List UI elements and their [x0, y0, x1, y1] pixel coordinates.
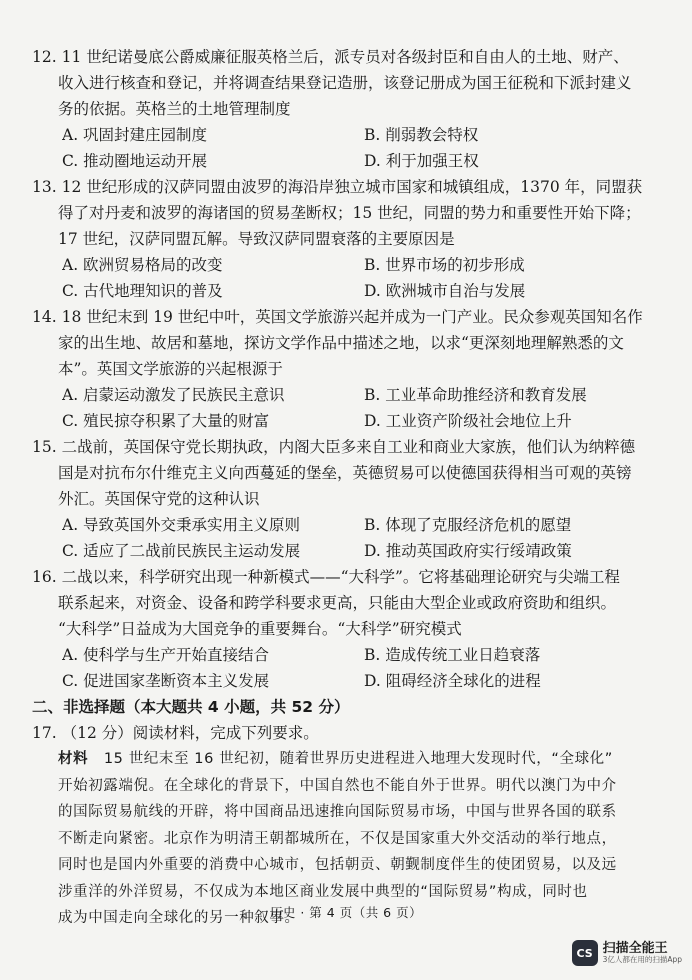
option-d: D. 阻碍经济全球化的进程	[364, 672, 541, 690]
question-text-line: 国是对抗布尔什维克主义向西蔓延的堡垒，英德贸易可以使德国获得相当可观的英镑	[58, 464, 632, 482]
question-text-line: 得了对丹麦和波罗的海诸国的贸易垄断权；15 世纪，同盟的势力和重要性开始下降；	[58, 204, 641, 222]
options-grid	[32, 252, 668, 304]
material-line: 开始初露端倪。在全球化的背景下，中国自然也不能自外于世界。明代以澳门为中介	[58, 777, 617, 794]
question-text-line: 16. 二战以来，科学研究出现一种新模式——“大科学”。它将基础理论研究与尖端工程	[32, 568, 620, 586]
watermark-app-name: 扫描全能王	[602, 940, 668, 956]
option-c: C. 古代地理知识的普及	[62, 282, 223, 300]
option-b: B. 体现了克服经济危机的愿望	[364, 516, 572, 534]
option-b: B. 工业革命助推经济和教育发展	[364, 386, 587, 404]
page-content	[32, 44, 668, 932]
option-d: D. 利于加强王权	[364, 152, 479, 170]
option-d: D. 工业资产阶级社会地位上升	[364, 412, 572, 430]
question-text-line: “大科学”日益成为大国竞争的重要舞台。“大科学”研究模式	[58, 620, 462, 638]
material-line: 成为中国走向全球化的另一种叙事。	[58, 910, 300, 926]
question-text-line: 收入进行核查和登记，并将调查结果登记造册，该登记册成为国王征税和下派封建义	[58, 74, 632, 92]
material-line	[58, 746, 668, 773]
option-c: C. 促进国家垄断资本主义发展	[62, 672, 270, 690]
option-b: B. 削弱教会特权	[364, 126, 479, 144]
option-a: A. 巩固封建庄园制度	[62, 126, 208, 144]
option-d: D. 推动英国政府实行绥靖政策	[364, 542, 572, 560]
question-text-line: 联系起来，对资金、设备和跨学科要求更高，只能由大型企业或政府资助和组织。	[58, 594, 617, 612]
question-16	[32, 564, 668, 694]
question-13	[32, 174, 668, 304]
scanner-watermark	[572, 940, 682, 966]
page-footer: 历史 · 第 4 页（共 6 页）	[269, 905, 423, 920]
options-grid	[32, 642, 668, 694]
material-line: 的国际贸易航线的开辟，将中国商品迅速推向国际贸易市场，中国与世界各国的联系	[58, 804, 617, 820]
material-text: 15 世纪末至 16 世纪初，随着世界历史进程进入地理大发现时代，“全球化”	[103, 751, 613, 767]
question-text-line: 12. 11 世纪诺曼底公爵威廉征服英格兰后，派专员对各级封臣和自由人的土地、财产、	[32, 48, 629, 66]
camscanner-logo-icon: CS	[572, 940, 598, 966]
material-line: 同时也是国内外重要的消费中心城市，包括朝贡、朝觐制度伴生的使团贸易，以及远	[58, 857, 617, 873]
option-c: C. 适应了二战前民族民主运动发展	[62, 542, 301, 560]
question-text-line: 17 世纪，汉萨同盟瓦解。导致汉萨同盟衰落的主要原因是	[58, 230, 455, 248]
option-c: C. 推动圈地运动开展	[62, 152, 208, 170]
question-12	[32, 44, 668, 174]
option-b: B. 世界市场的初步形成	[364, 256, 525, 274]
option-a: A. 使科学与生产开始直接结合	[62, 646, 270, 664]
question-text-line: 外汇。英国保守党的这种认识	[58, 490, 260, 508]
question-15	[32, 434, 668, 564]
question-text-line: 务的依据。英格兰的土地管理制度	[58, 100, 291, 118]
question-text-line: 13. 12 世纪形成的汉萨同盟由波罗的海沿岸独立城市国家和城镇组成，1370 年，同盟获	[32, 178, 643, 196]
question-text-line: 家的出生地、故居和墓地，探访文学作品中描述之地，以求“更深刻地理解熟悉的文	[58, 334, 624, 352]
question-17	[32, 720, 668, 932]
question-text-line: 15. 二战前，英国保守党长期执政，内阁大臣多来自工业和商业大家族，他们认为纳粹德	[32, 438, 636, 456]
options-grid	[32, 122, 668, 174]
option-a: A. 启蒙运动激发了民族民主意识	[62, 386, 285, 404]
question-intro: 17. （12 分）阅读材料，完成下列要求。	[32, 724, 319, 742]
option-b: B. 造成传统工业日趋衰落	[364, 646, 541, 664]
watermark-text	[603, 942, 682, 965]
material-line: 涉重洋的外洋贸易，不仅成为本地区商业发展中典型的“国际贸易”构成，同时也	[58, 883, 588, 900]
option-c: C. 殖民掠夺积累了大量的财富	[62, 412, 270, 430]
material-head: 材料	[58, 751, 89, 767]
question-text-line: 本”。英国文学旅游的兴起根源于	[58, 360, 283, 378]
options-grid	[32, 512, 668, 564]
options-grid	[32, 382, 668, 434]
option-a: A. 导致英国外交秉承实用主义原则	[62, 516, 301, 534]
option-d: D. 欧洲城市自治与发展	[364, 282, 526, 300]
option-a: A. 欧洲贸易格局的改变	[62, 256, 223, 274]
watermark-tagline: 3亿人都在用的扫描App	[602, 955, 682, 965]
question-14	[32, 304, 668, 434]
material-line: 不断走向紧密。北京作为明清王朝都城所在，不仅是国家重大外交活动的举行地点，	[58, 830, 617, 847]
section-title: 二、非选择题（本大题共 4 小题，共 52 分）	[32, 698, 350, 716]
question-text-line: 14. 18 世纪末到 19 世纪中叶，英国文学旅游兴起并成为一门产业。民众参观英国知名作	[32, 308, 643, 326]
